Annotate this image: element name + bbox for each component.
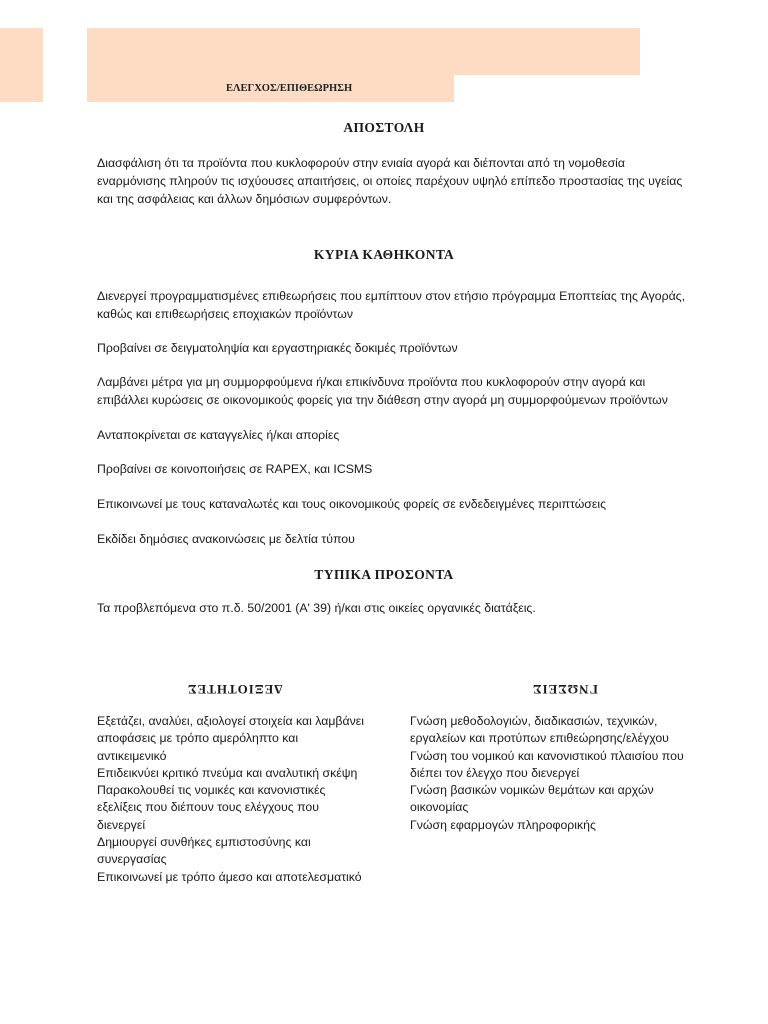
skills-line: αποφάσεις με τρόπο αμερόληπτο και bbox=[97, 731, 299, 746]
skills-line: εξελίξεις που διέπουν τους ελέγχους που bbox=[97, 800, 319, 815]
duty-line: Προβαίνει σε δειγματοληψία και εργαστηριακές δοκιμές προϊόντων bbox=[97, 341, 458, 355]
unit-title: ΕΛΕΓΧΟΣ/ΕΠΙΘΕΩΡΗΣΗ bbox=[226, 83, 353, 94]
knowledge-line: διέπει τον έλεγχο που διενεργεί bbox=[410, 765, 580, 780]
knowledge-line: Γνώση μεθοδολογιών, διαδικασιών, τεχνικών, bbox=[410, 714, 658, 728]
knowledge-line: οικονομίας bbox=[410, 800, 469, 815]
duty-line: Προβαίνει σε κοινοποιήσεις σε RAPEX, και ICSMS bbox=[97, 462, 373, 476]
skills-line: Παρακολουθεί τις νομικές και κανονιστικές bbox=[97, 783, 326, 798]
mission-heading: ΑΠΟΣΤΟΛΗ bbox=[343, 120, 425, 135]
skills-line: διενεργεί bbox=[97, 817, 146, 832]
duty-line: Διενεργεί προγραμματισμένες επιθεωρήσεις που εμπίπτουν στον ετήσιο πρόγραμμα Εποπτείας της Αγοράς, bbox=[97, 289, 686, 303]
qualifications-text: Τα προβλεπόμενα στο π.δ. 50/2001 (Α' 39) ή/και στις οικείες οργανικές διατάξεις. bbox=[97, 601, 536, 615]
duty-item bbox=[97, 495, 717, 513]
skills-line: Επικοινωνεί με τρόπο άμεσο και αποτελεσματικό bbox=[97, 869, 362, 884]
duty-line: επιβάλλει κυρώσεις σε οικονομικούς φορείς για την διάθεση στην αγορά μη συμμορφούμενων προϊόντων bbox=[97, 393, 668, 407]
mission-line: και της ασφάλειας και άλλων δημόσιων συμφερόντων. bbox=[97, 192, 392, 206]
skills-line: Επιδεικνύει κριτικό πνεύμα και αναλυτική σκέψη bbox=[97, 765, 358, 780]
knowledge-line: Γνώση του νομικού και κανονιστικού πλαισίου που bbox=[410, 748, 684, 763]
duty-item bbox=[97, 287, 717, 323]
duty-item bbox=[97, 339, 717, 357]
decor-block-left bbox=[0, 28, 43, 102]
duty-line: Εκδίδει δημόσιες ανακοινώσεις με δελτία τύπου bbox=[97, 532, 355, 546]
duty-item bbox=[97, 460, 717, 478]
skills-heading: ΔΕΞΙΟΤΗΤΕΣ bbox=[187, 682, 283, 697]
duty-line: καθώς και επιθεωρήσεις εποχιακών προϊόντων bbox=[97, 307, 353, 321]
skills-list bbox=[97, 713, 397, 886]
knowledge-line: Γνώση βασικών νομικών θεμάτων και αρχών bbox=[410, 783, 654, 798]
skills-line: Εξετάζει, αναλύει, αξιολογεί στοιχεία και λαμβάνει bbox=[97, 714, 364, 728]
knowledge-line: εργαλείων και προτύπων επιθεώρησης/ελέγχου bbox=[410, 731, 669, 746]
knowledge-line: Γνώση εφαρμογών πληροφορικής bbox=[410, 817, 596, 832]
duties-heading: ΚΥΡΙΑ ΚΑΘΗΚΟΝΤΑ bbox=[313, 247, 455, 262]
qualifications-heading: ΤΥΠΙΚΑ ΠΡΟΣΟΝΤΑ bbox=[314, 567, 454, 582]
duty-line: Ανταποκρίνεται σε καταγγελίες ή/και απορίες bbox=[97, 428, 340, 442]
duty-item bbox=[97, 426, 717, 444]
duty-item bbox=[97, 530, 717, 548]
duty-line: Επικοινωνεί με τους καταναλωτές και τους οικονομικούς φορείς σε ενδεδειγμένες περιπτώσεις bbox=[97, 497, 607, 511]
knowledge-heading: ΓΝΩΣΕΙΣ bbox=[532, 682, 598, 697]
skills-line: Δημιουργεί συνθήκες εμπιστοσύνης και bbox=[97, 835, 311, 850]
mission-text bbox=[97, 154, 717, 208]
mission-line: εναρμόνισης πληρούν τις ισχύουσες απαιτήσεις, οι οποίες παρέχουν υψηλό επίπεδο προστασίας της υγείας bbox=[97, 174, 683, 188]
duty-line: Λαμβάνει μέτρα για μη συμμορφούμενα ή/και επικίνδυνα προϊόντα που κυκλοφορούν στην αγορά και bbox=[97, 375, 646, 389]
mission-line: Διασφάλιση ότι τα προϊόντα που κυκλοφορούν στην ενιαία αγορά και διέπονται από τη νομοθεσία bbox=[97, 156, 626, 170]
skills-line: συνεργασίας bbox=[97, 852, 167, 867]
decor-block-top bbox=[87, 28, 640, 75]
skills-line: αντικειμενικό bbox=[97, 748, 167, 763]
knowledge-list bbox=[410, 713, 730, 834]
duty-item bbox=[97, 373, 717, 409]
